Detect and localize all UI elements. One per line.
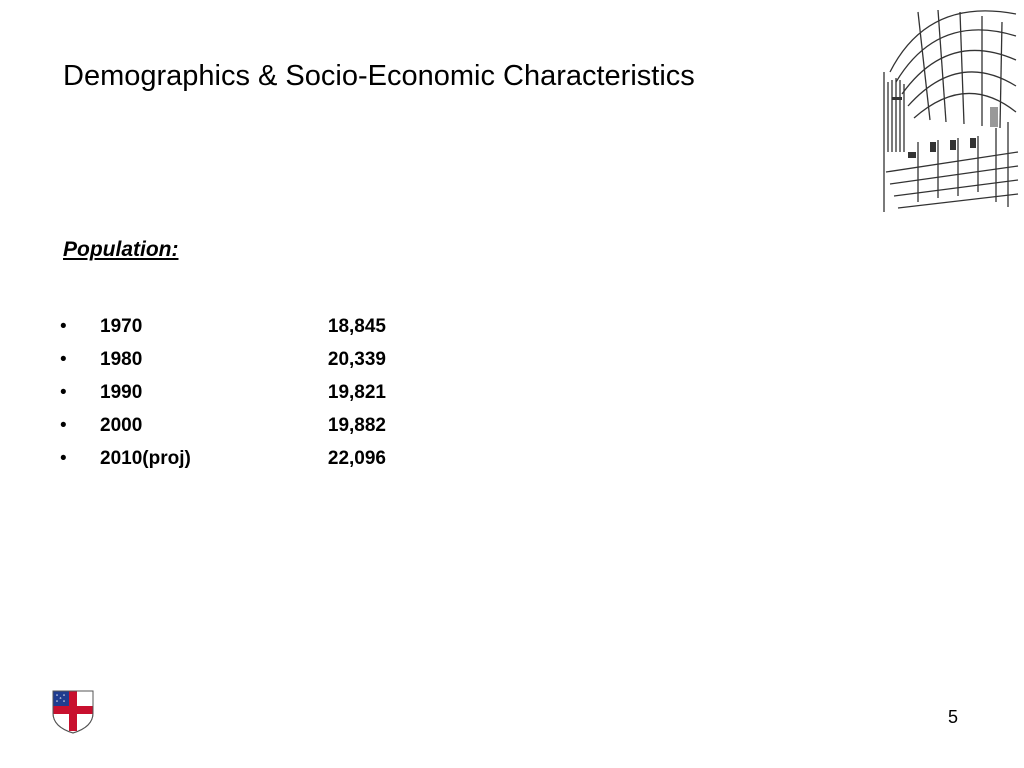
population-value: 19,821 bbox=[327, 382, 386, 403]
population-value: 18,845 bbox=[327, 316, 386, 337]
bullet: • bbox=[60, 316, 67, 337]
year-label: 1970 bbox=[100, 316, 143, 337]
episcopal-shield-icon bbox=[51, 689, 95, 735]
bullet: • bbox=[60, 415, 67, 436]
year-label: 1980 bbox=[100, 349, 143, 370]
population-value: 20,339 bbox=[327, 349, 386, 370]
church-interior-illustration bbox=[878, 2, 1020, 222]
population-heading: Population: bbox=[63, 238, 179, 261]
bullet: • bbox=[60, 382, 67, 403]
bullet: • bbox=[60, 349, 67, 370]
slide-title: Demographics & Socio-Economic Characteristics bbox=[63, 60, 695, 92]
year-label: 2010(proj) bbox=[100, 448, 191, 469]
bullet: • bbox=[60, 448, 67, 469]
page-number: 5 bbox=[948, 707, 959, 727]
year-label: 1990 bbox=[100, 382, 143, 403]
population-value: 19,882 bbox=[327, 415, 386, 436]
population-value: 22,096 bbox=[327, 448, 386, 469]
year-label: 2000 bbox=[100, 415, 143, 436]
